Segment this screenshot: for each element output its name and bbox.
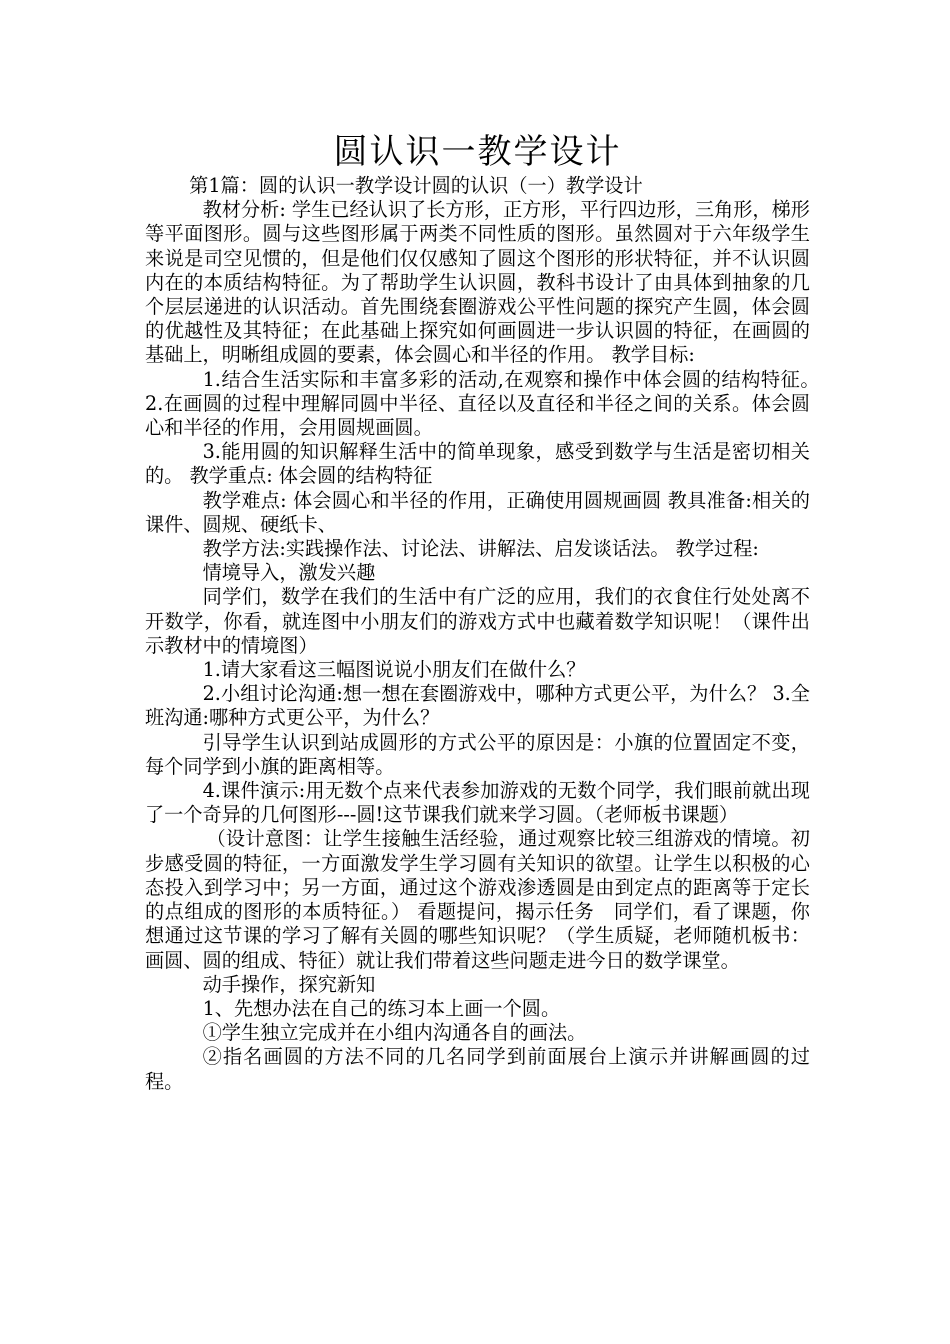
- paragraph-step-2-3: 2.小组讨论沟通:想一想在套圈游戏中，哪种方式更公平，为什么？ 3.全班沟通:哪种方式更公平，为什么？: [145, 682, 810, 730]
- document-body: [145, 174, 830, 1094]
- paragraph-intro: 同学们，数学在我们的生活中有广泛的应用，我们的衣食住行处处离不开数学，你看，就连图中小朋友们的游戏方式中也藏着数学知识呢！（课件出示教材中的情境图）: [145, 585, 810, 657]
- paragraph-design-intent: （设计意图：让学生接触生活经验，通过观察比较三组游戏的情境。初步感受圆的特征，一方面激发学生学习圆有关知识的欲望。让学生以积极的心态投入到学习中；另一方面，通过这个游戏渗透圆是由到定点的距离等于定长的点组成的图形的本质特征。） 看题提问，揭示任务 同学们，看了课题，你想通过这节课的学习了解有关圆的哪些知识呢？（学生质疑，老师随机板书：画圆、圆的组成、特征）就让我们带着这些问题走进今日的数学课堂。: [145, 827, 810, 972]
- paragraph-operate-a: ①学生独立完成并在小组内沟通各自的画法。: [202, 1021, 587, 1045]
- paragraph-goal-1-2: 1.结合生活实际和丰富多彩的活动,在观察和操作中体会圆的结构特征。 2.在画圆的过程中理解同圆中半径、直径以及直径和半径之间的关系。体会圆心和半径的作用，会用圆规画圆。: [145, 367, 830, 440]
- paragraph-operate-1: 1、先想办法在自己的练习本上画一个圆。: [202, 996, 561, 1020]
- paragraph-difficulty: 教学难点: 体会圆心和半径的作用，正确使用圆规画圆 教具准备:相关的课件、圆规、硬纸卡、: [145, 488, 810, 536]
- paragraph-step-4: 4.课件演示:用无数个点来代表参加游戏的无数个同学，我们眼前就出现了一个奇异的几何图形---圆!这节课我们就来学习圆。（老师板书课题）: [145, 779, 810, 827]
- document-page: [145, 130, 830, 1094]
- document-title: 圆认识一教学设计: [333, 132, 622, 172]
- paragraph-operate-b: ②指名画圆的方法不同的几名同学到前面展台上演示并讲解画圆的过程。: [145, 1045, 810, 1093]
- paragraph-subhead-operate: 动手操作，探究新知: [202, 972, 376, 996]
- paragraph-step-1: 1.请大家看这三幅图说说小朋友们在做什么？: [202, 658, 586, 682]
- paragraph-heading: 第1篇：圆的认识一教学设计圆的认识（一）教学设计: [189, 174, 643, 197]
- paragraph-analysis: 教材分析: 学生已经认识了长方形，正方形，平行四边形，三角形，梯形等平面图形。圆与这些图形属于两类不同性质的图形。虽然圆对于六年级学生来说是司空见惯的，但是他们仅仅感知了圆这个图形的形状特征，并不认识圆内在的本质结构特征。为了帮助学生认识圆，教科书设计了由具体到抽象的几个层层递进的认识活动。首先围绕套圈游戏公平性问题的探究产生圆，体会圆的优越性及其特征；在此基础上探究如何画圆进一步认识圆的特征，在画圆的基础上，明晰组成圆的要素，体会圆心和半径的作用。 教学目标:: [145, 198, 810, 367]
- paragraph-guide: 引导学生认识到站成圆形的方式公平的原因是：小旗的位置固定不变，每个同学到小旗的距离相等。: [145, 730, 810, 778]
- paragraph-method: 教学方法:实践操作法、讨论法、讲解法、启发谈话法。 教学过程:: [202, 537, 759, 561]
- paragraph-subhead-intro: 情境导入，激发兴趣: [202, 561, 376, 585]
- paragraph-goal-3: 3.能用圆的知识解释生活中的简单现象，感受到数学与生活是密切相关的。 教学重点: 体会圆的结构特征: [145, 440, 810, 488]
